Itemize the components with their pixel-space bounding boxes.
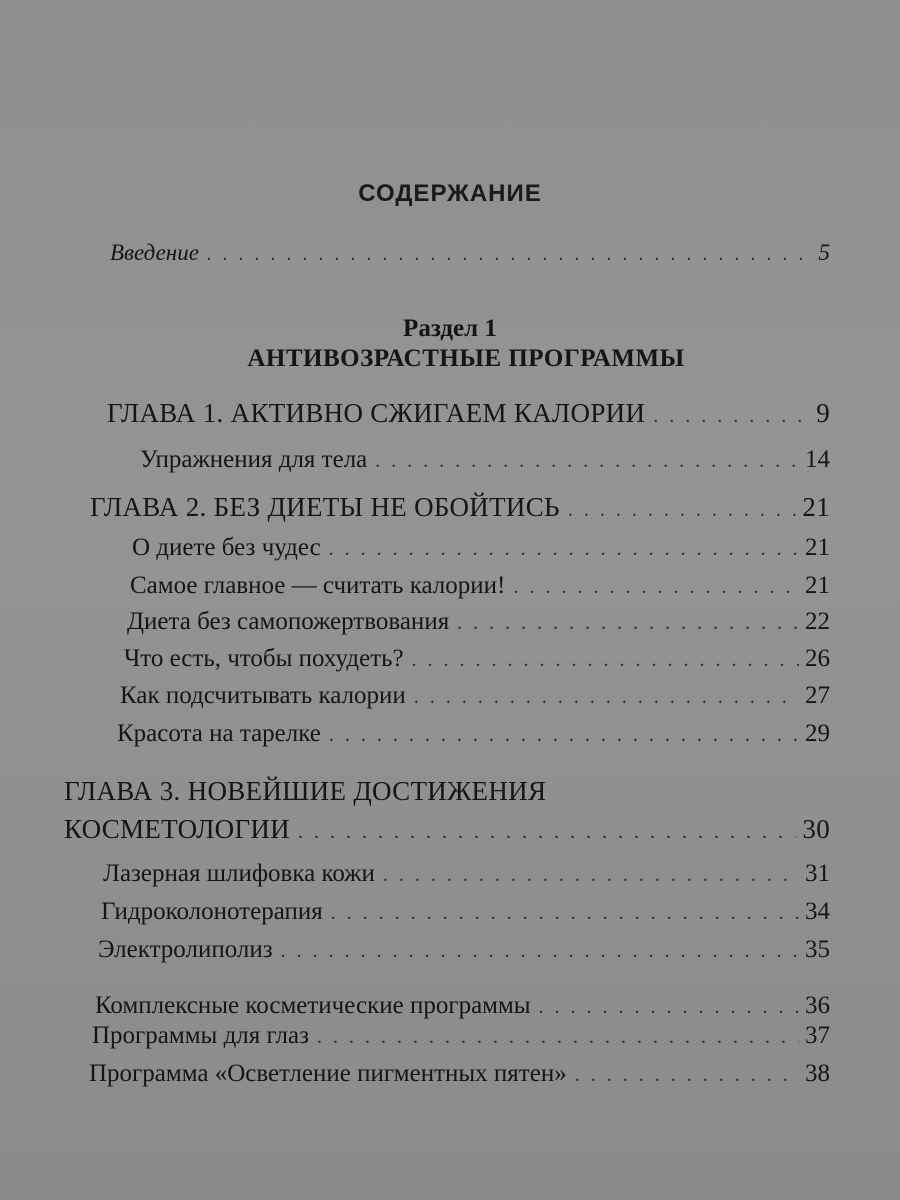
- toc-subentry: [98, 936, 830, 966]
- toc-entry-page: 5: [818, 240, 830, 265]
- toc-entry-label: Упражнения для тела: [140, 446, 368, 473]
- toc-subentry: [132, 534, 830, 564]
- toc-entry-page: 21: [805, 534, 830, 561]
- leader-dots: [457, 612, 799, 638]
- toc-subentry: [103, 860, 830, 890]
- leader-dots: [329, 724, 799, 750]
- toc-entry-label: Диета без самопожертвования: [127, 608, 450, 635]
- toc-subentry: [124, 645, 830, 675]
- toc-entry-page: 21: [802, 492, 830, 522]
- toc-entry-page: 37: [805, 1022, 830, 1049]
- toc-subentry: [117, 720, 830, 750]
- toc-subentry: [140, 446, 830, 476]
- toc-entry-page: 35: [805, 936, 830, 963]
- toc-entry-page: 26: [805, 645, 830, 672]
- toc-entry-page: 34: [805, 898, 830, 925]
- toc-subentry: [95, 992, 830, 1022]
- toc-entry-page: 30: [802, 814, 830, 844]
- toc-subentry: [120, 682, 830, 712]
- toc-entry-label: Введение: [110, 240, 199, 265]
- toc-entry-label: Комплексные косметические программы: [95, 992, 531, 1019]
- leader-dots: [539, 996, 799, 1022]
- toc-entry-page: 9: [816, 398, 830, 428]
- leader-dots: [281, 940, 799, 966]
- toc-entry-page: 31: [805, 860, 830, 887]
- toc-entry-page: 21: [805, 572, 830, 599]
- leader-dots: [653, 405, 810, 431]
- toc-subentry: [92, 1022, 830, 1052]
- toc-entry-label: Что есть, чтобы похудеть?: [124, 645, 404, 672]
- leader-dots: [331, 902, 799, 928]
- toc-title: СОДЕРЖАНИЕ: [358, 180, 542, 207]
- leader-dots: [375, 450, 799, 476]
- toc-entry-page: 14: [805, 446, 830, 473]
- toc-subentry: [101, 898, 830, 928]
- toc-chapter-1: [107, 398, 830, 431]
- leader-dots: [412, 649, 799, 675]
- toc-entry-label: Программы для глаз: [92, 1022, 309, 1049]
- toc-entry-label: Программа «Осветление пигментных пятен»: [89, 1060, 567, 1087]
- toc-entry-label: О диете без чудес: [132, 534, 321, 561]
- leader-dots: [575, 1064, 799, 1090]
- leader-dots: [383, 864, 799, 890]
- toc-entry-label: Как подсчитывать калории: [120, 682, 406, 709]
- toc-entry-page: 38: [805, 1060, 830, 1087]
- toc-entry-label: КОСМЕТОЛОГИИ: [64, 814, 290, 844]
- toc-entry-label: ГЛАВА 2. БЕЗ ДИЕТЫ НЕ ОБОЙТИСЬ: [90, 492, 560, 522]
- leader-dots: [329, 538, 799, 564]
- section-number: Раздел 1: [403, 315, 497, 342]
- toc-entry-page: 27: [805, 682, 830, 709]
- toc-subentry: [89, 1060, 830, 1090]
- toc-chapter-2: [90, 492, 830, 525]
- toc-entry-label: Самое главное — считать калории!: [130, 572, 506, 599]
- toc-entry-label: Лазерная шлифовка кожи: [103, 860, 375, 887]
- toc-subentry: [127, 608, 830, 638]
- toc-entry-label: Гидроколонотерапия: [101, 898, 323, 925]
- toc-entry-intro: [110, 240, 830, 269]
- section-name: АНТИВОЗРАСТНЫЕ ПРОГРАММЫ: [247, 345, 685, 372]
- toc-subentry: [130, 572, 830, 602]
- toc-entry-label: Красота на тарелке: [117, 720, 321, 747]
- leader-dots: [513, 576, 799, 602]
- leader-dots: [207, 243, 813, 269]
- toc-entry-label: ГЛАВА 1. АКТИВНО СЖИГАЕМ КАЛОРИИ: [107, 398, 646, 428]
- leader-dots: [568, 499, 797, 525]
- leader-dots: [298, 821, 796, 847]
- toc-chapter-3: [64, 814, 830, 847]
- leader-dots: [414, 686, 799, 712]
- toc-entry-page: 29: [805, 720, 830, 747]
- toc-entry-page: 22: [805, 608, 830, 635]
- toc-chapter-3-line1: ГЛАВА 3. НОВЕЙШИЕ ДОСТИЖЕНИЯ: [64, 776, 547, 806]
- leader-dots: [317, 1026, 799, 1052]
- toc-entry-page: 36: [805, 992, 830, 1019]
- toc-entry-label: Электролиполиз: [98, 936, 273, 963]
